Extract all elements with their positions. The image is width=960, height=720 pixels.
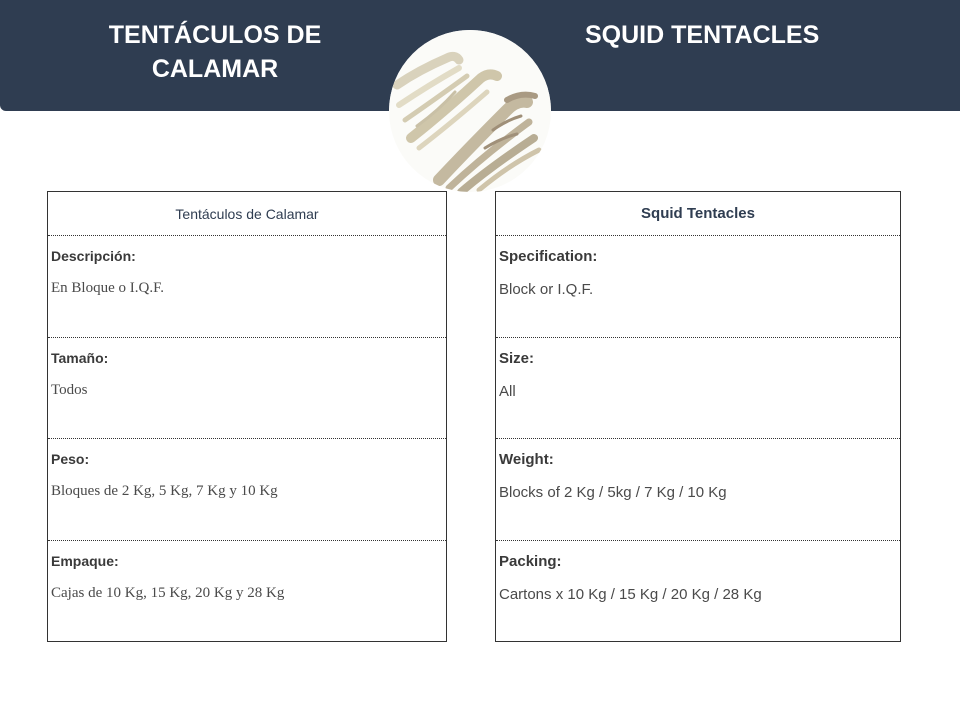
table-row [48, 439, 446, 541]
row-label: Size: [499, 349, 535, 367]
row-value: En Bloque o I.Q.F. [51, 280, 164, 296]
squid-tentacles-photo [389, 30, 551, 192]
spec-table-english [495, 191, 901, 642]
table-title: Tentáculos de Calamar [48, 192, 446, 236]
row-value: Block or I.Q.F. [499, 281, 594, 298]
table-row [48, 338, 446, 440]
table-title: Squid Tentacles [496, 192, 900, 236]
row-label: Specification: [499, 248, 598, 265]
row-value: Todos [51, 381, 88, 398]
row-label: Packing: [499, 552, 562, 570]
row-label: Descripción: [51, 248, 136, 264]
title-spanish: TENTÁCULOS DE CALAMAR [108, 21, 322, 83]
table-row [496, 541, 900, 643]
row-value: Bloques de 2 Kg, 5 Kg, 7 Kg y 10 Kg [51, 483, 278, 499]
table-row [48, 541, 446, 643]
row-value: Cajas de 10 Kg, 15 Kg, 20 Kg y 28 Kg [51, 584, 285, 601]
row-label: Tamaño: [51, 349, 109, 366]
row-value: Cartons x 10 Kg / 15 Kg / 20 Kg / 28 Kg [499, 585, 762, 603]
row-label: Weight: [499, 451, 554, 468]
title-english: SQUID TENTACLES [585, 21, 820, 49]
spec-table-spanish [47, 191, 447, 642]
table-row [48, 236, 446, 338]
row-label: Peso: [51, 451, 90, 467]
table-row [496, 236, 900, 338]
row-value: All [499, 382, 516, 400]
row-label: Empaque: [51, 552, 119, 569]
row-value: Blocks of 2 Kg / 5kg / 7 Kg / 10 Kg [499, 484, 727, 501]
table-row [496, 439, 900, 541]
table-row [496, 338, 900, 440]
